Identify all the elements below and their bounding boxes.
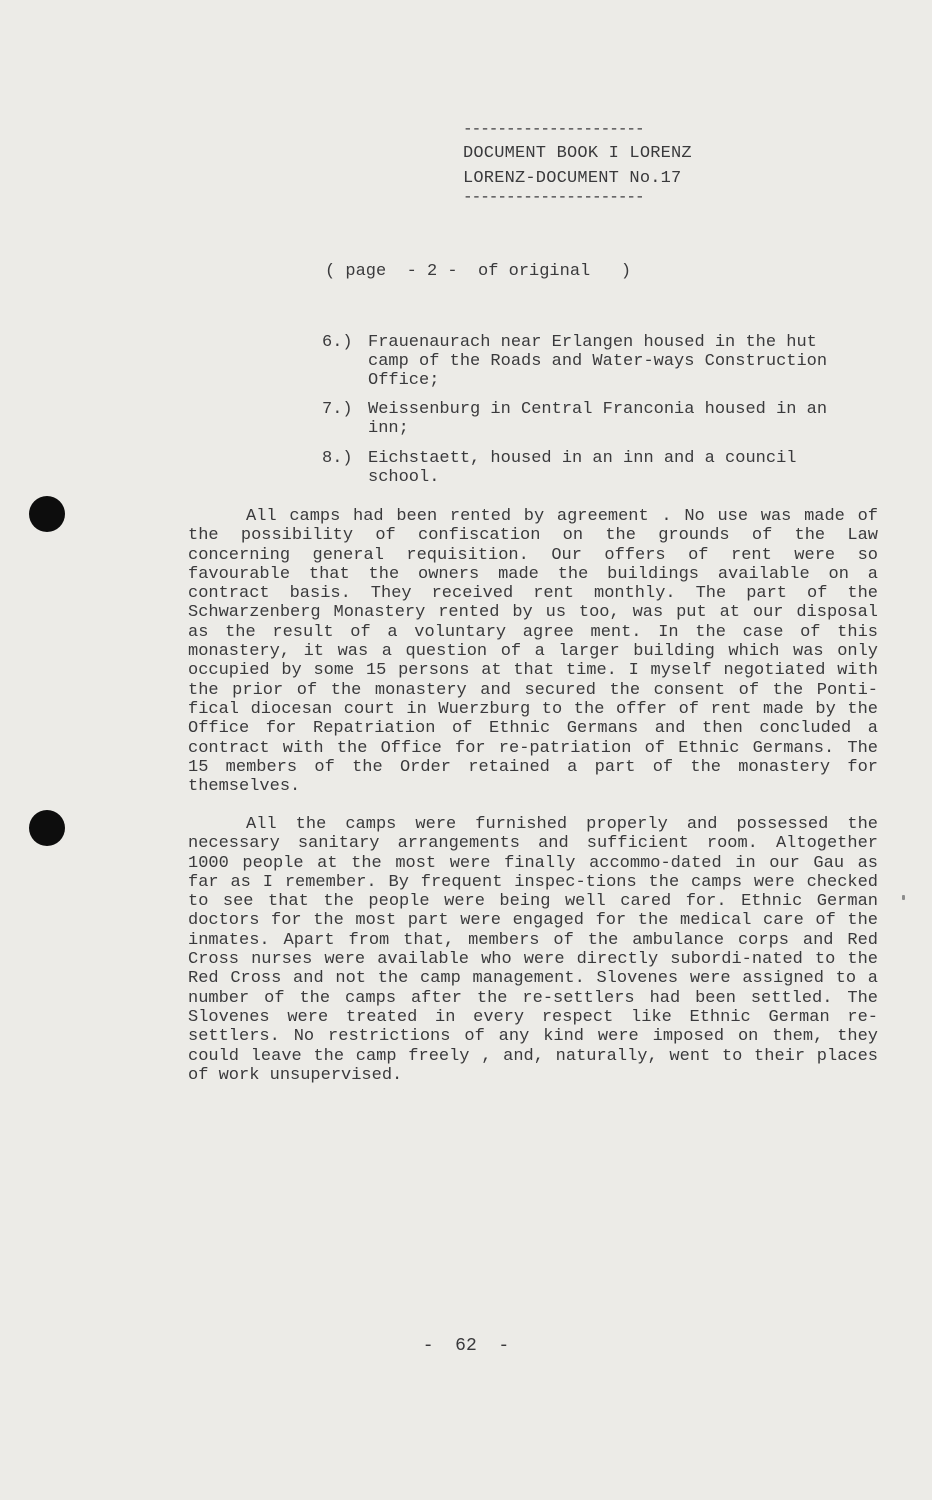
punch-hole — [29, 810, 65, 846]
list-item-number: 8.) — [322, 449, 353, 468]
document-number: LORENZ-DOCUMENT No.17 — [463, 169, 682, 188]
body-paragraph: All the camps were furnished properly and possessed the necessary sanitary arrangements and sufficient room. Altogether 1000 people at the most were finally accommo-dated in our Gau as far as I remember. By frequent inspec-tions the camps were checked to see that the people were being well cared for. Ethnic German doctors for the most part were engaged for the medical care of the inmates. Apart from that, members of the ambulance corps and Red Cross nurses were available who were directly subordi-nated to the Red Cross and not the camp management. Slovenes were assigned to a number of the camps after the re-settlers had been settled. The Slovenes were treated in every respect like Ethnic German re-settlers. No restrictions of any kind were imposed on them, they could leave the camp freely , and, naturally, went to their places of work unsupervised. — [188, 815, 878, 1085]
header-rule-top: --------------------- — [463, 120, 644, 138]
ink-mark — [902, 895, 905, 900]
list-item-number: 7.) — [322, 400, 353, 419]
list-item-text: Eichstaett, housed in an inn and a council school. — [368, 449, 797, 487]
page-number: - 62 - — [422, 1336, 510, 1356]
body-paragraph: All camps had been rented by agreement . No use was made of the possibility of confiscation on the grounds of the Law concerning general requisition. Our offers of rent were so favourable that the owners made the buildings available on a contract basis. They received rent monthly. The part of the Schwarzenberg Monastery rented by us too, was put at our disposal as the result of a voluntary agree ment. In the case of this monastery, it was a question of a larger building which was only occupied by some 15 persons at that time. I myself negotiated with the prior of the monastery and secured the consent of the Ponti-fical diocesan court in Wuerzburg to the offer of rent made by the Office for Repatriation of Ethnic Germans and then concluded a contract with the Office for re-patriation of Ethnic Germans. The 15 members of the Order retained a part of the monastery for themselves. — [188, 507, 878, 797]
list-item — [322, 449, 838, 487]
document-book-title: DOCUMENT BOOK I LORENZ — [463, 144, 692, 163]
list-item-text: Frauenaurach near Erlangen housed in the hut camp of the Roads and Water-ways Construction Office; — [368, 333, 828, 390]
list-item-number: 6.) — [322, 333, 353, 352]
original-page-reference: ( page - 2 - of original ) — [325, 262, 632, 281]
punch-hole — [29, 496, 65, 532]
list-item — [322, 400, 838, 438]
list-item — [322, 333, 838, 390]
header-rule-bottom: --------------------- — [463, 188, 644, 206]
list-item-text: Weissenburg in Central Franconia housed in an inn; — [368, 400, 828, 438]
